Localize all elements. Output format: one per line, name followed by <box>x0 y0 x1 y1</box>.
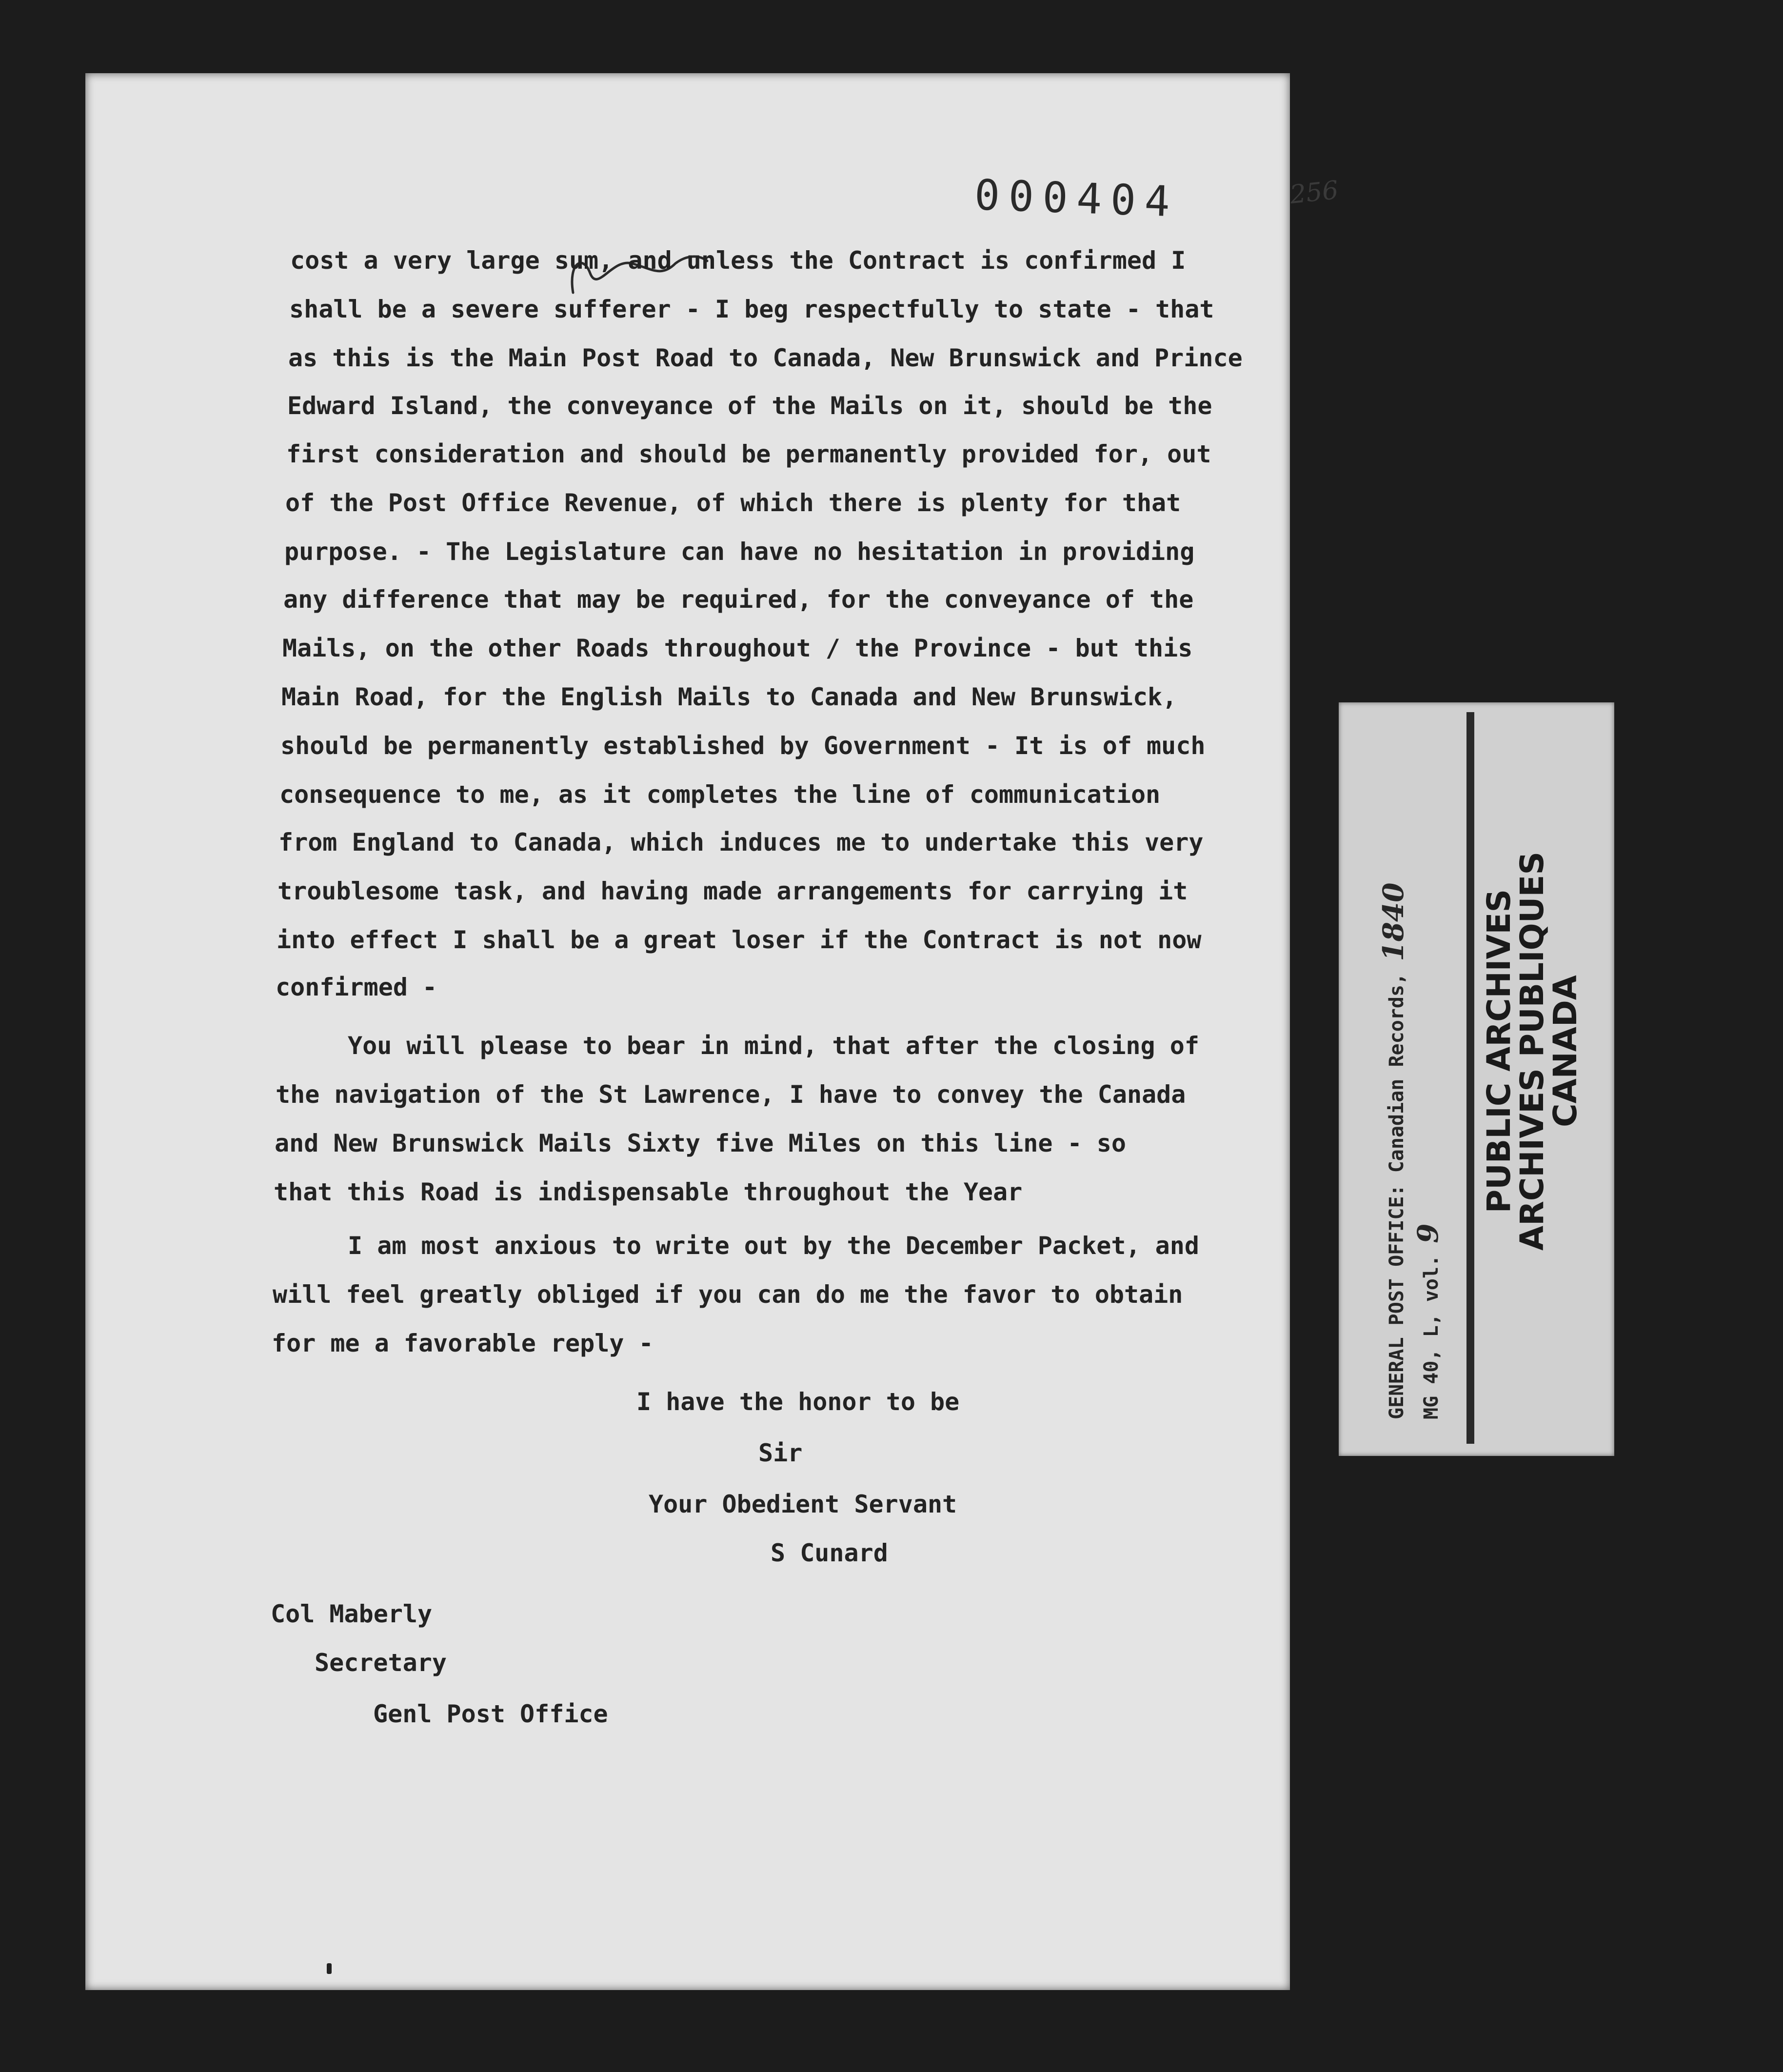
institution-line: ARCHIVES PUBLIQUES <box>1513 852 1551 1251</box>
body-line: any difference that may be required, for the conveyance of the <box>283 585 1194 614</box>
record-volume-line: MG 40, L, vol. 9 <box>1411 1223 1445 1419</box>
institution-line: PUBLIC ARCHIVES <box>1480 889 1518 1214</box>
stray-ink-mark <box>327 1963 332 1974</box>
body-line: into effect I shall be a great loser if the Contract is not now <box>277 926 1202 954</box>
archive-label-card <box>1339 702 1614 1456</box>
body-line: Mails, on the other Roads throughout / the Province - but this <box>282 634 1193 662</box>
body-line: Main Road, for the English Mails to Canada and New Brunswick, <box>281 683 1177 711</box>
body-line: confirmed - <box>276 973 437 1001</box>
addressee-line: Genl Post Office <box>373 1700 608 1728</box>
signature-line: S Cunard <box>771 1539 888 1567</box>
body-line: will feel greatly obliged if you can do me the favor to obtain <box>273 1280 1183 1309</box>
record-series-line: GENERAL POST OFFICE: Canadian Records, 1840 <box>1377 882 1410 1419</box>
handwritten-volume: 9 <box>1411 1223 1445 1243</box>
body-line: first consideration and should be permanently provided for, out <box>286 440 1211 468</box>
body-line: from England to Canada, which induces me to undertake this very <box>278 828 1204 857</box>
institution-line: CANADA <box>1546 975 1584 1127</box>
body-line: consequence to me, as it completes the line of communication <box>279 780 1161 809</box>
body-line: cost a very large sum, and unless the Contract is confirmed I <box>290 246 1186 275</box>
closing-line: Sir <box>758 1439 803 1467</box>
body-line: Edward Island, the conveyance of the Mails on it, should be the <box>287 392 1212 420</box>
institution-name <box>1480 785 1584 1317</box>
page-number-stamp: 000404 <box>973 171 1180 227</box>
record-reference-text <box>1378 882 1447 1419</box>
handwritten-year: 1840 <box>1377 882 1410 961</box>
closing-line: I have the honor to be <box>636 1388 960 1416</box>
addressee-line: Secretary <box>315 1649 447 1677</box>
body-line: that this Road is indispensable throughout the Year <box>274 1178 1023 1206</box>
body-line: of the Post Office Revenue, of which there is plenty for that <box>285 489 1181 517</box>
letter-page <box>85 73 1340 1990</box>
body-line: troublesome task, and having made arrangements for carrying it <box>277 877 1188 905</box>
folio-handwritten-number: 256 <box>1288 175 1340 210</box>
body-line: the navigation of the St Lawrence, I have to convey the Canada <box>276 1080 1186 1109</box>
body-line: as this is the Main Post Road to Canada, New Brunswick and Prince <box>288 344 1243 372</box>
body-line: for me a favorable reply - <box>272 1329 654 1357</box>
body-line: shall be a severe sufferer - I beg respectfully to state - that <box>289 295 1214 323</box>
closing-line: Your Obedient Servant <box>649 1490 957 1518</box>
body-line: I am most anxious to write out by the December Packet, and <box>348 1232 1199 1260</box>
body-line: should be permanently established by Government - It is of much <box>280 732 1206 760</box>
body-line: You will please to bear in mind, that after the closing of <box>348 1032 1199 1060</box>
addressee-line: Col Maberly <box>271 1600 433 1628</box>
body-line: and New Brunswick Mails Sixty five Miles on this line - so <box>275 1129 1126 1157</box>
label-divider <box>1466 712 1474 1444</box>
body-line: purpose. - The Legislature can have no hesitation in providing <box>284 538 1195 566</box>
